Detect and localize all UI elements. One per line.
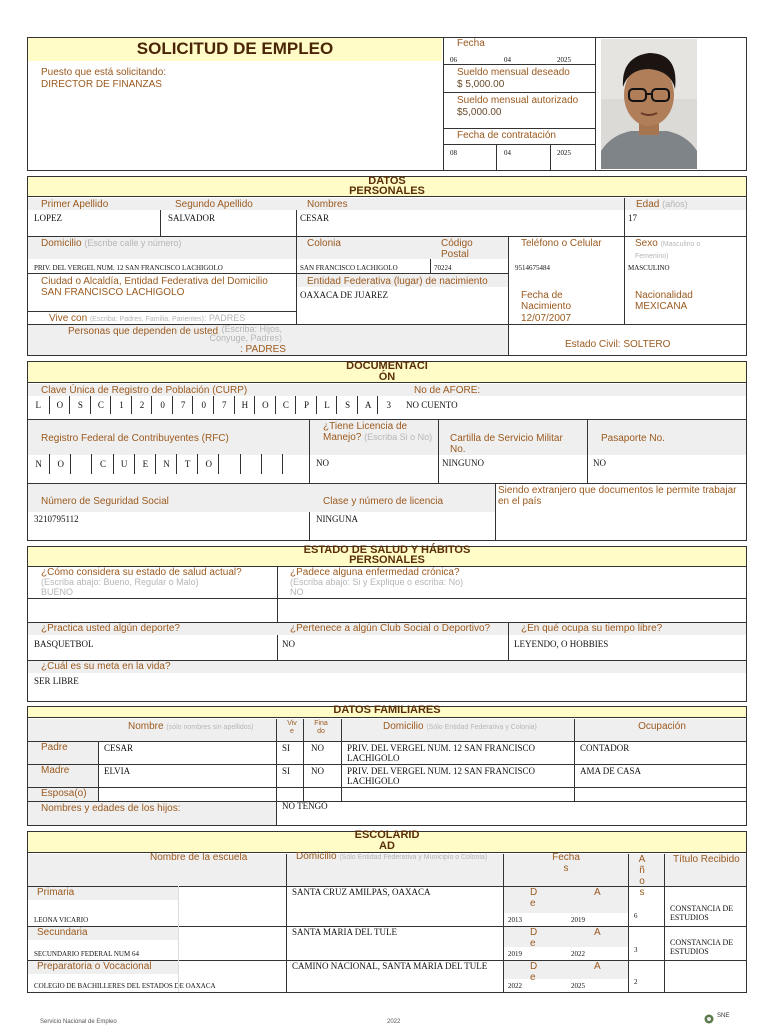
school-name[interactable]: LEONA VICARIO	[34, 916, 89, 924]
segundo-apellido-label: Segundo Apellido	[175, 199, 253, 210]
nombres-value[interactable]: CESAR	[300, 213, 330, 223]
rfc-char[interactable]	[218, 454, 240, 474]
family-vive[interactable]: SI	[282, 743, 291, 753]
sne-logo-icon	[702, 1014, 716, 1024]
divider	[438, 420, 439, 483]
col-ocupacion: Ocupación	[638, 721, 686, 732]
primer-apellido-label: Primer Apellido	[41, 199, 109, 210]
entidad-nac-value[interactable]: OAXACA DE JUAREZ	[300, 290, 389, 300]
dependientes-hint: (Escriba: Hijos, Cónyuge, Padres)	[209, 324, 282, 343]
family-relation: Esposa(o)	[41, 788, 87, 799]
divider	[98, 741, 99, 801]
rfc-label: Registro Federal de Contribuyentes (RFC)	[41, 433, 229, 444]
col-fechas: Fechas	[552, 852, 580, 874]
sueldo-autorizado-label: Sueldo mensual autorizado	[457, 95, 579, 106]
fecha-nac-label: Fecha de Nacimiento	[521, 290, 572, 312]
telefono-value[interactable]: 9514675484	[515, 264, 550, 272]
nss-label: Número de Seguridad Social	[41, 496, 169, 507]
divider	[28, 598, 746, 599]
col-domicilio-text: Domicilio	[383, 721, 424, 732]
divider	[178, 886, 179, 926]
col-nombre	[128, 721, 254, 733]
escolaridad-title-1: ESCOLARID	[354, 829, 420, 841]
contratacion-mm[interactable]: 04	[504, 149, 511, 157]
sexo-hint: (Masculino o Femenino)	[635, 241, 701, 260]
deporte-value[interactable]: BASQUETBOL	[34, 639, 94, 649]
deporte-label: ¿Practica usted algún deporte?	[41, 623, 180, 634]
hijos-label: Nombres y edades de los hijos:	[41, 803, 181, 814]
clase-licencia-label: Clase y número de licencia	[323, 496, 444, 507]
curp-char[interactable]: C	[90, 396, 112, 414]
extranjero-label: Siendo extranjero que documentos le permite trabajar en el país	[498, 485, 737, 507]
divider	[341, 719, 342, 801]
family-finado[interactable]: NO	[311, 766, 324, 776]
telefono-label: Teléfono o Celular	[521, 238, 602, 249]
edad-value[interactable]: 17	[628, 213, 637, 223]
divider	[508, 237, 509, 355]
divider	[443, 92, 595, 93]
enfermedad-hint: (Escriba abajo: Si y Explique o escriba: No)	[290, 577, 464, 587]
curp-char[interactable]: P	[295, 396, 317, 414]
school-titulo[interactable]: CONSTANCIA DE ESTUDIOS	[670, 938, 734, 956]
rfc-char[interactable]: T	[176, 454, 198, 474]
dependientes-value[interactable]: : PADRES	[240, 344, 286, 355]
salud-title-2: PERSONALES	[349, 554, 425, 566]
puesto-label: Puesto que está solicitando:	[41, 67, 167, 78]
school-domicilio[interactable]: SANTA MARIA DEL TULE	[292, 927, 398, 937]
sne-logo-text: SNE	[717, 1013, 730, 1019]
curp-char[interactable]: 2	[131, 396, 153, 414]
family-domicilio[interactable]: PRIV. DEL VERGEL NUM. 12 SAN FRANCISCO LACHIGOLO	[347, 766, 536, 786]
divider	[296, 210, 297, 236]
divider	[664, 854, 665, 992]
licencia-label	[323, 421, 433, 443]
estado-civil[interactable]: Estado Civil: SOLTERO	[565, 339, 671, 350]
divider	[178, 926, 179, 960]
col-nombre-text: Nombre	[128, 721, 164, 732]
licencia-value[interactable]: NO	[316, 458, 329, 468]
fecha-nac-value[interactable]: 12/07/2007	[521, 313, 572, 324]
school-dates-bg	[504, 961, 628, 979]
divider	[276, 719, 277, 825]
divider	[178, 960, 179, 992]
school-name[interactable]: SECUNDARIO FEDERAL NUM 64	[34, 950, 139, 958]
primer-apellido-value[interactable]: LOPEZ	[34, 213, 62, 223]
dependientes-label: Personas que dependen de usted	[68, 326, 219, 337]
edad-hint: (años)	[662, 199, 688, 209]
divider	[595, 38, 596, 170]
rfc-char[interactable]: O	[49, 454, 71, 474]
school-de-label: De	[530, 927, 538, 949]
domicilio-label-text: Domicilio	[41, 238, 82, 249]
divider	[277, 567, 278, 661]
estado-salud-label: ¿Cómo considera su estado de salud actual?	[41, 567, 242, 578]
divider	[587, 420, 588, 483]
curp-char[interactable]: O	[49, 396, 71, 414]
hijos-value[interactable]: NO TENGO	[282, 801, 328, 811]
tiempo-label: ¿En qué ocupa su tiempo libre?	[521, 623, 663, 634]
divider	[28, 764, 746, 765]
curp-char[interactable]: C	[275, 396, 297, 414]
applicant-photo	[601, 39, 697, 169]
divider	[628, 854, 629, 992]
footer-org: Servicio Nacional de Empleo	[40, 1019, 117, 1025]
rfc-char[interactable]	[240, 454, 262, 474]
curp-grid	[28, 396, 398, 414]
divider	[496, 144, 497, 170]
sexo-value[interactable]: MASCULINO	[628, 264, 670, 272]
domicilio-hint: (Escribe calle y número)	[84, 238, 182, 248]
estado-salud-value[interactable]: BUENO	[41, 587, 74, 597]
afore-value[interactable]: NO CUENTO	[406, 400, 458, 410]
divider	[443, 38, 444, 170]
divider	[624, 237, 625, 324]
club-label: ¿Pertenece a algún Club Social o Deportivo?	[290, 623, 491, 634]
estado-salud-hint: (Escriba abajo: Bueno, Regular o Malo)	[41, 577, 199, 587]
tiempo-value[interactable]: LEYENDO, O HOBBIES	[514, 639, 609, 649]
curp-char[interactable]: S	[69, 396, 91, 414]
family-relation: Padre	[41, 742, 68, 753]
school-a[interactable]: 2022	[571, 950, 585, 958]
divider	[309, 420, 310, 540]
rfc-char[interactable]: O	[197, 454, 219, 474]
school-anos[interactable]: 3	[634, 946, 638, 954]
col-esc-domicilio	[296, 852, 496, 862]
school-dates-bg	[504, 927, 628, 947]
sne-logo	[702, 1013, 736, 1024]
school-level: Primaria	[37, 887, 75, 898]
curp-char[interactable]: 3	[377, 396, 399, 414]
divider	[28, 787, 746, 788]
rfc-char[interactable]	[70, 454, 92, 474]
divider	[303, 719, 304, 801]
licencia-hint: (Escriba Si o No)	[364, 432, 433, 442]
enfermedad-label: ¿Padece alguna enfermedad crónica?	[290, 567, 460, 578]
school-de-label: De	[530, 961, 538, 983]
entidad-nac-label: Entidad Federativa (lugar) de nacimiento	[307, 276, 488, 287]
rfc-char[interactable]: U	[113, 454, 135, 474]
family-nombre[interactable]: CESAR	[104, 743, 134, 753]
school-domicilio[interactable]: SANTA CRUZ AMILPAS, OAXACA	[292, 887, 431, 897]
nacionalidad-value[interactable]: MEXICANA	[635, 301, 688, 312]
family-vive[interactable]: SI	[282, 766, 291, 776]
school-a[interactable]: 2025	[571, 982, 585, 990]
divider	[160, 210, 161, 236]
vive-con-label-text: Vive con	[49, 313, 88, 324]
family-ocupacion[interactable]: CONTADOR	[580, 743, 630, 753]
documentacion-title-2: ÓN	[378, 371, 396, 383]
ciudad-label: Ciudad o Alcaldía, Entidad Federativa del Domicilio	[41, 276, 268, 287]
school-dates-bg	[504, 887, 628, 913]
col-escuela: Nombre de la escuela	[150, 852, 248, 863]
curp-char[interactable]: 0	[151, 396, 173, 414]
rfc-grid	[28, 454, 308, 474]
pasaporte-label: Pasaporte No.	[601, 433, 665, 444]
cp-label: Código Postal	[441, 238, 473, 260]
escolaridad-title-2: AD	[379, 840, 395, 852]
rfc-char[interactable]: C	[91, 454, 113, 474]
fecha-dd[interactable]: 06	[450, 56, 457, 64]
curp-char[interactable]: 7	[213, 396, 235, 414]
vive-con-value[interactable]: : PADRES	[203, 313, 246, 323]
meta-value[interactable]: SER LIBRE	[34, 676, 79, 686]
pasaporte-value[interactable]: NO	[593, 458, 606, 468]
documentacion-title-1: DOCUMENTACI	[346, 360, 428, 372]
clase-licencia-value[interactable]: NINGUNA	[316, 514, 358, 524]
salud-title-1: ESTADO DE SALUD Y HÁBITOS	[303, 544, 471, 556]
school-a[interactable]: 2019	[571, 916, 585, 924]
divider	[28, 741, 746, 742]
footer-year: 2022	[387, 1019, 401, 1025]
domicilio-label	[41, 238, 181, 249]
cp-value[interactable]: 70224	[434, 264, 452, 272]
rfc-char[interactable]	[261, 454, 283, 474]
rfc-char[interactable]	[282, 454, 304, 474]
school-domicilio[interactable]: CAMINO NACIONAL, SANTA MARIA DEL TULE	[292, 961, 488, 971]
divider	[624, 198, 625, 236]
contratacion-label: Fecha de contratación	[457, 130, 556, 141]
divider	[550, 144, 551, 170]
school-level: Preparatoria o Vocacional	[37, 961, 152, 972]
edad-label	[636, 199, 688, 210]
personales-title-1: DATOS	[368, 175, 406, 187]
colonia-label: Colonia	[307, 238, 341, 249]
fecha-mm[interactable]: 04	[504, 56, 511, 64]
curp-char[interactable]: S	[336, 396, 358, 414]
sueldo-autorizado-value[interactable]: $5,000.00	[457, 107, 502, 118]
page-title: SOLICITUD DE EMPLEO	[136, 39, 334, 58]
divider	[495, 484, 496, 540]
family-ocupacion[interactable]: AMA DE CASA	[580, 766, 642, 776]
afore-label: No de AFORE:	[414, 385, 481, 396]
school-a-label: A	[594, 887, 601, 898]
school-a-label: A	[594, 961, 601, 972]
divider	[443, 144, 595, 145]
family-nombre[interactable]: ELVIA	[104, 766, 131, 776]
personales-title-2: PERSONALES	[349, 185, 425, 197]
segundo-apellido-value[interactable]: SALVADOR	[168, 213, 216, 223]
curp-char[interactable]: 7	[172, 396, 194, 414]
curp-char[interactable]: 0	[192, 396, 214, 414]
rfc-char[interactable]: N	[155, 454, 177, 474]
school-name[interactable]: COLEGIO DE BACHILLERES DEL ESTADOS DE OAXACA	[34, 982, 216, 990]
col-anos: Años	[638, 854, 646, 898]
divider	[574, 719, 575, 801]
curp-label: Clave Única de Registro de Población (CURP)	[41, 385, 248, 396]
familiares-title: DATOS FAMILIARES	[333, 704, 441, 716]
school-level: Secundaria	[37, 927, 88, 938]
family-relation: Madre	[41, 765, 70, 776]
curp-char[interactable]: 1	[110, 396, 132, 414]
divider	[286, 854, 287, 992]
school-anos[interactable]: 2	[634, 978, 638, 986]
col-vive: Vive	[287, 720, 297, 735]
col-nombre-hint: (sólo nombres sin apellidos)	[166, 724, 254, 731]
col-esc-domicilio-text: Domicilio	[296, 851, 337, 862]
nss-value[interactable]: 3210795112	[34, 514, 79, 524]
divider	[430, 259, 431, 273]
divider	[296, 274, 297, 324]
club-value[interactable]: NO	[282, 639, 295, 649]
licencia-label-text: ¿Tiene Licencia de Manejo?	[323, 421, 408, 443]
cartilla-label: Cartilla de Servicio Militar No.	[450, 433, 563, 455]
divider	[443, 64, 595, 65]
cartilla-value[interactable]: NINGUNO	[442, 458, 484, 468]
rfc-char[interactable]: E	[134, 454, 156, 474]
divider	[508, 623, 509, 661]
divider	[28, 311, 296, 312]
sexo-label-text: Sexo	[635, 238, 658, 249]
nombres-label: Nombres	[307, 199, 348, 210]
school-de-label: De	[530, 887, 538, 909]
contratacion-dd[interactable]: 08	[450, 149, 457, 157]
col-esc-domicilio-hint: (Sólo Entidad Federativa y Municipio o Colonia)	[339, 854, 488, 861]
family-domicilio[interactable]: PRIV. DEL VERGEL NUM. 12 SAN FRANCISCO LACHIGOLO	[347, 743, 536, 763]
curp-char[interactable]: A	[357, 396, 379, 414]
school-anos[interactable]: 6	[634, 912, 638, 920]
school-a-label: A	[594, 927, 601, 938]
nacionalidad-label: Nacionalidad	[635, 290, 693, 301]
curp-char[interactable]: O	[254, 396, 276, 414]
colonia-value[interactable]: SAN FRANCISCO LACHIGOLO	[300, 264, 398, 272]
school-titulo[interactable]: CONSTANCIA DE ESTUDIOS	[670, 904, 734, 922]
school-de[interactable]: 2022	[508, 982, 522, 990]
divider	[296, 237, 297, 273]
col-finado: Finado	[314, 720, 328, 735]
enfermedad-value[interactable]: NO	[290, 587, 304, 597]
sueldo-deseado-label: Sueldo mensual deseado	[457, 67, 570, 78]
divider	[443, 128, 595, 129]
curp-char[interactable]: H	[234, 396, 256, 414]
vive-con-hint: (Escriba: Padres, Familia, Parientes)	[89, 316, 204, 323]
family-finado[interactable]: NO	[311, 743, 324, 753]
contratacion-yyyy[interactable]: 2025	[557, 149, 571, 157]
ciudad-value[interactable]: SAN FRANCISCO LACHIGOLO	[41, 287, 185, 298]
curp-char[interactable]: L	[316, 396, 338, 414]
school-de[interactable]: 2019	[508, 950, 522, 958]
puesto-value[interactable]: DIRECTOR DE FINANZAS	[41, 79, 162, 90]
edad-label-text: Edad	[636, 199, 660, 210]
col-domicilio	[383, 721, 537, 733]
curp-char[interactable]: L	[35, 400, 42, 410]
meta-label: ¿Cuál es su meta en la vida?	[41, 661, 171, 672]
sueldo-deseado-value[interactable]: $ 5,000.00	[457, 79, 505, 90]
col-titulo: Título Recibido	[673, 854, 740, 865]
rfc-char[interactable]: N	[35, 459, 42, 469]
sexo-label	[635, 238, 735, 262]
domicilio-value[interactable]: PRIV. DEL VERGEL NUM. 12 SAN FRANCISCO LACHIGOLO	[34, 264, 223, 272]
fecha-yyyy[interactable]: 2025	[557, 56, 571, 64]
col-domicilio-hint: (Sólo Entidad Federativa y Colonia)	[426, 724, 537, 731]
school-de[interactable]: 2013	[508, 916, 522, 924]
fecha-label: Fecha	[457, 38, 485, 49]
